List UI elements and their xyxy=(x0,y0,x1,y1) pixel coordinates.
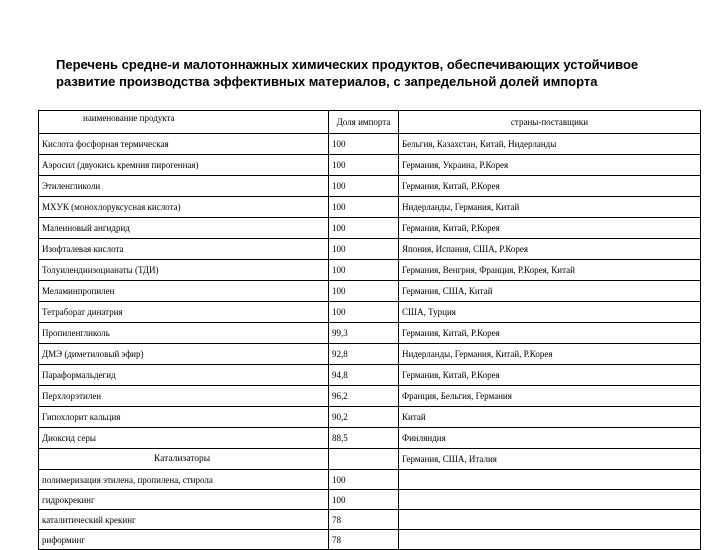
catalyst-type: риформинг xyxy=(39,530,329,550)
supplier-countries: Китай xyxy=(399,407,701,428)
import-share: 100 xyxy=(329,197,399,218)
import-share-table xyxy=(38,110,701,550)
import-share: 100 xyxy=(329,281,399,302)
supplier-countries: Германия, Китай, Р.Корея xyxy=(399,365,701,386)
supplier-countries: Германия, США, Китай xyxy=(399,281,701,302)
import-share: 100 xyxy=(329,155,399,176)
import-share: 90,2 xyxy=(329,407,399,428)
import-share: 78 xyxy=(329,510,399,530)
product-name: ДМЭ (диметиловый эфир) xyxy=(39,344,329,365)
import-share: 94,8 xyxy=(329,365,399,386)
import-share: 100 xyxy=(329,218,399,239)
import-share: 100 xyxy=(329,470,399,490)
table-row xyxy=(39,239,701,260)
table-header-row xyxy=(39,111,701,134)
import-share: 78 xyxy=(329,530,399,550)
product-name: Этиленгликоли xyxy=(39,176,329,197)
import-share: 100 xyxy=(329,176,399,197)
import-share: 99,3 xyxy=(329,323,399,344)
import-share: 88,5 xyxy=(329,428,399,449)
supplier-countries: Германия, Венгрия, Франция, Р.Корея, Китай xyxy=(399,260,701,281)
table-row xyxy=(39,260,701,281)
table-row xyxy=(39,155,701,176)
import-share: 100 xyxy=(329,490,399,510)
catalyst-type: гидрокрекинг xyxy=(39,490,329,510)
page-title: Перечень средне-и малотоннажных химических продуктов, обеспечивающих устойчивое развитие производства эффективных материалов, с запредельной долей импорта xyxy=(56,57,639,89)
product-name: Толуилендиизоцианаты (ТДИ) xyxy=(39,260,329,281)
catalyst-type: полимеризация этилена, пропилена, стирола xyxy=(39,470,329,490)
import-share xyxy=(329,449,399,470)
table-row xyxy=(39,428,701,449)
supplier-countries: Германия, Китай, Р.Корея xyxy=(399,323,701,344)
import-share: 92,8 xyxy=(329,344,399,365)
table-row xyxy=(39,365,701,386)
table-row xyxy=(39,407,701,428)
product-name: Тетраборат динатрия xyxy=(39,302,329,323)
product-name: Кислота фосфорная термическая xyxy=(39,134,329,155)
product-name: Аэросил (двуокись кремния пирогенная) xyxy=(39,155,329,176)
table-row xyxy=(39,386,701,407)
catalyst-sub-row xyxy=(39,490,701,510)
product-name: Гипохлорит кальция xyxy=(39,407,329,428)
product-name: Диоксид серы xyxy=(39,428,329,449)
import-share: 100 xyxy=(329,302,399,323)
header-import-share: Доля импорта xyxy=(329,111,399,134)
supplier-countries: США, Турция xyxy=(399,302,701,323)
supplier-countries: Франция, Бельгия, Германия xyxy=(399,386,701,407)
import-share: 100 xyxy=(329,134,399,155)
supplier-countries: Нидерланды, Германия, Китай, Р.Корея xyxy=(399,344,701,365)
table-row xyxy=(39,218,701,239)
product-name: Перхлорэтилен xyxy=(39,386,329,407)
supplier-countries: Германия, США, Италия xyxy=(399,449,701,470)
catalysts-row xyxy=(39,449,701,470)
supplier-countries: Финляндия xyxy=(399,428,701,449)
catalyst-sub-row xyxy=(39,510,701,530)
supplier-countries xyxy=(399,510,701,530)
supplier-countries xyxy=(399,470,701,490)
catalysts-label: Катализаторы xyxy=(39,449,329,470)
table-row xyxy=(39,323,701,344)
catalyst-sub-row xyxy=(39,470,701,490)
supplier-countries: Германия, Китай, Р.Корея xyxy=(399,218,701,239)
supplier-countries xyxy=(399,490,701,510)
product-name: Изофталевая кислота xyxy=(39,239,329,260)
product-name: Пропиленгликоль xyxy=(39,323,329,344)
import-share: 100 xyxy=(329,239,399,260)
product-name: Малеиновый ангидрид xyxy=(39,218,329,239)
table-row xyxy=(39,281,701,302)
supplier-countries: Германия, Китай, Р.Корея xyxy=(399,176,701,197)
product-name: Параформальдегид xyxy=(39,365,329,386)
table-row xyxy=(39,344,701,365)
product-name: Меламинпропилен xyxy=(39,281,329,302)
table-row xyxy=(39,197,701,218)
table-row xyxy=(39,176,701,197)
supplier-countries: Нидерланды, Германия, Китай xyxy=(399,197,701,218)
product-name: МХУК (монохлоруксусная кислота) xyxy=(39,197,329,218)
import-share: 96,2 xyxy=(329,386,399,407)
header-supplier-countries: страны-поставщики xyxy=(399,111,701,134)
catalyst-type: каталитический крекинг xyxy=(39,510,329,530)
supplier-countries: Германия, Украина, Р.Корея xyxy=(399,155,701,176)
header-product-name: наименование продукта xyxy=(39,111,329,134)
table-row xyxy=(39,302,701,323)
supplier-countries: Япония, Испания, США, Р.Корея xyxy=(399,239,701,260)
table-row xyxy=(39,134,701,155)
supplier-countries: Бельгия, Казахстан, Китай, Нидерланды xyxy=(399,134,701,155)
import-share: 100 xyxy=(329,260,399,281)
